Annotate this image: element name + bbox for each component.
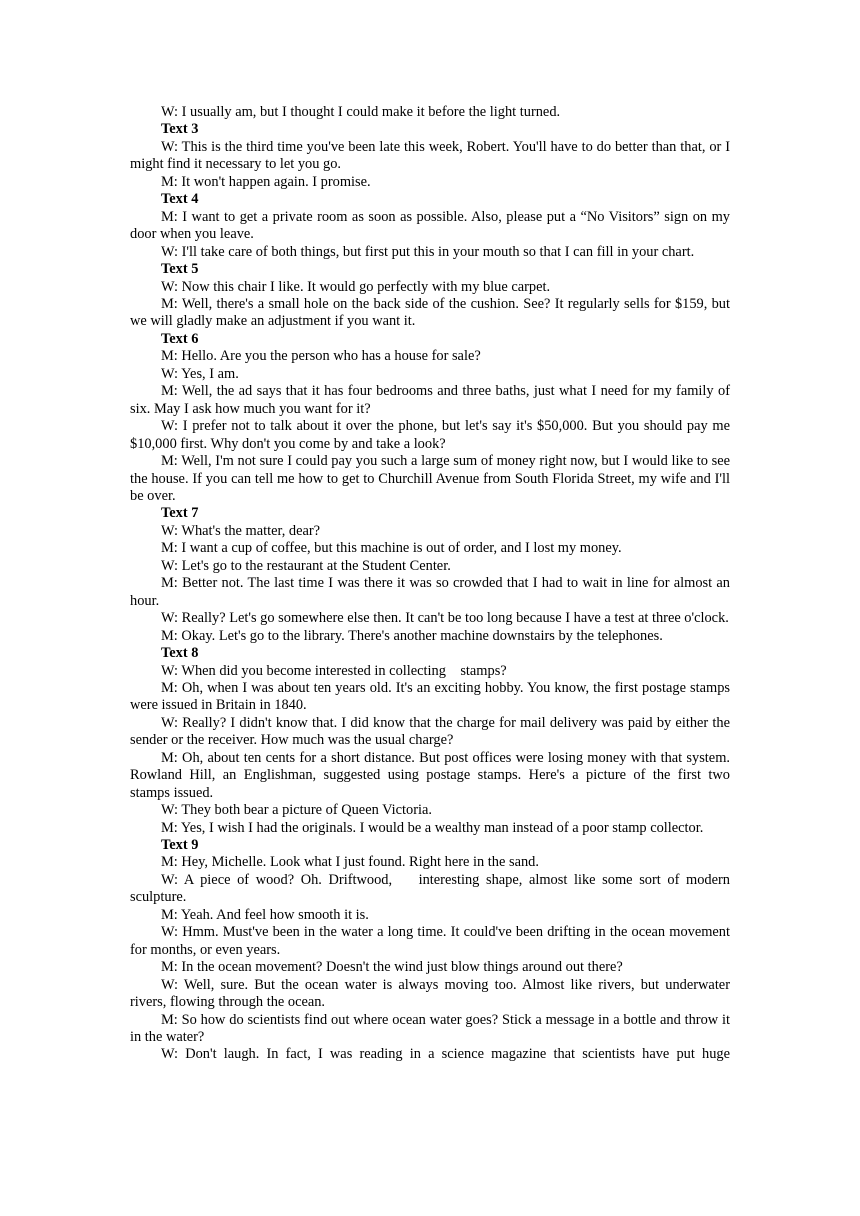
dialogue-line: W: I'll take care of both things, but first put this in your mouth so that I can fill in your chart. — [161, 243, 695, 260]
dialogue-line: W: Don't laugh. In fact, I was reading in a science magazine that scientists have put huge — [161, 1046, 730, 1063]
dialogue-line: M: Yeah. And feel how smooth it is. — [161, 906, 369, 923]
dialogue-line: M: In the ocean movement? Doesn't the wind just blow things around out there? — [161, 959, 623, 976]
dialogue-line: W: Now this chair I like. It would go perfectly with my blue carpet. — [161, 278, 551, 295]
dialogue-line: M: I want a cup of coffee, but this machine is out of order, and I lost my money. — [161, 540, 622, 557]
dialogue-line: M: Yes, I wish I had the originals. I would be a wealthy man instead of a poor stamp collector. — [161, 819, 704, 836]
dialogue-line: M: Oh, when I was about ten years old. It's an exciting hobby. You know, the first postage stamps were issued in Britain in 1840. — [130, 679, 734, 714]
dialogue-line: M: Hey, Michelle. Look what I just found. Right here in the sand. — [161, 854, 539, 871]
dialogue-line: M: Okay. Let's go to the library. There's another machine downstairs by the telephones. — [161, 627, 663, 644]
section-heading: Text 7 — [161, 505, 199, 522]
section-heading: Text 6 — [161, 330, 199, 347]
dialogue-line: W: A piece of wood? Oh. Driftwood, interesting shape, almost like some sort of modern sculpture. — [130, 871, 734, 906]
dialogue-line: W: I prefer not to talk about it over the phone, but let's say it's $50,000. But you should pay me $10,000 first. Why don't you come by and take a look? — [130, 418, 734, 452]
document-page — [130, 104, 745, 1064]
dialogue-line: W: Really? I didn't know that. I did know that the charge for mail delivery was paid by either the sender or the receiver. How much was the usual charge? — [130, 714, 734, 749]
section-heading: Text 9 — [161, 837, 199, 854]
dialogue-line: W: Well, sure. But the ocean water is always moving too. Almost like rivers, but underwater rivers, flowing through the ocean. — [130, 976, 734, 1011]
dialogue-line: M: Hello. Are you the person who has a house for sale? — [161, 348, 481, 365]
dialogue-line: W: What's the matter, dear? — [161, 522, 321, 539]
dialogue-line: M: I want to get a private room as soon as possible. Also, please put a “No Visitors” sign on my door when you leave. — [130, 208, 734, 243]
section-heading: Text 4 — [161, 191, 199, 208]
dialogue-line: M: So how do scientists find out where ocean water goes? Stick a message in a bottle and throw it in the water? — [130, 1011, 734, 1046]
dialogue-line: M: Oh, about ten cents for a short distance. But post offices were losing money with that system. Rowland Hill, an Englishman, suggested using postage stamps. Here's a picture of the first two stamps issued. — [130, 749, 745, 801]
dialogue-line: W: When did you become interested in collecting stamps? — [161, 662, 507, 679]
section-heading: Text 3 — [161, 121, 199, 138]
dialogue-line: W: I usually am, but I thought I could make it before the light turned. — [161, 104, 561, 120]
dialogue-line: W: Hmm. Must've been in the water a long time. It could've been drifting in the ocean movement for months, or even years. — [130, 924, 734, 958]
dialogue-line: M: It won't happen again. I promise. — [161, 173, 371, 190]
dialogue-line: W: Yes, I am. — [161, 365, 239, 382]
dialogue-line: W: Let's go to the restaurant at the Student Center. — [161, 557, 451, 574]
dialogue-line: W: This is the third time you've been late this week, Robert. You'll have to do better than that, or I might find it necessary to let you go. — [130, 138, 734, 173]
dialogue-line: W: They both bear a picture of Queen Victoria. — [161, 802, 432, 819]
dialogue-line: M: Well, there's a small hole on the back side of the cushion. See? It regularly sells for $159, but we will gladly make an adjustment if you want it. — [130, 295, 734, 330]
dialogue-line: M: Well, I'm not sure I could pay you such a large sum of money right now, but I would like to see the house. If you can tell me how to get to Churchill Avenue from South Florida Street, my wife and I'll be over. — [130, 453, 734, 504]
dialogue-line: W: Really? Let's go somewhere else then. It can't be too long because I have a test at three o'clock. — [161, 610, 729, 627]
section-heading: Text 8 — [161, 645, 199, 662]
section-heading: Text 5 — [161, 261, 199, 278]
dialogue-line: M: Well, the ad says that it has four bedrooms and three baths, just what I need for my family of six. May I ask how much you want for it? — [130, 383, 734, 417]
dialogue-line: M: Better not. The last time I was there it was so crowded that I had to wait in line for almost an hour. — [130, 575, 734, 609]
